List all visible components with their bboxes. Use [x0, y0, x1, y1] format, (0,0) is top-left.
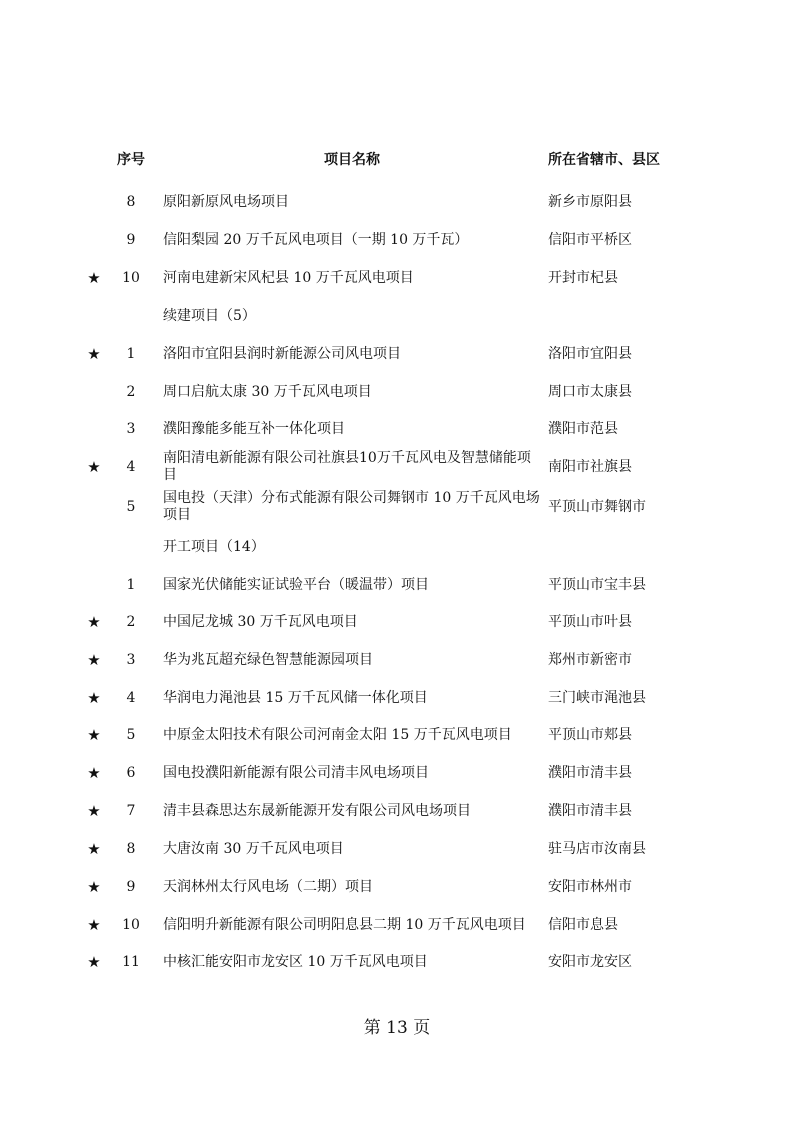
- row-num: 7: [126, 802, 136, 819]
- table-row: [0, 907, 794, 943]
- star-icon: ★: [87, 725, 101, 744]
- table-row: [0, 567, 794, 603]
- row-name: 濮阳豫能多能互补一体化项目: [163, 420, 345, 437]
- row-num: 3: [126, 651, 136, 668]
- row-num: 1: [126, 345, 136, 362]
- row-location: 郑州市新密市: [548, 651, 632, 668]
- row-num: 8: [126, 840, 136, 857]
- row-location: 新乡市原阳县: [548, 193, 632, 210]
- star-icon: ★: [87, 877, 101, 896]
- star-icon: ★: [87, 457, 101, 476]
- header-name: 项目名称: [324, 151, 380, 168]
- star-icon: [82, 374, 106, 410]
- row-name: 国家光伏储能实证试验平台（暖温带）项目: [163, 576, 429, 593]
- table-row: [0, 944, 794, 980]
- star-icon: [82, 567, 106, 603]
- table-row: [0, 793, 794, 829]
- row-num: 5: [126, 498, 136, 515]
- table-row: [0, 447, 794, 487]
- table-row: [0, 184, 794, 220]
- star-icon: [82, 184, 106, 220]
- star-icon: ★: [87, 650, 101, 669]
- row-location: 周口市太康县: [548, 383, 632, 400]
- star-icon: [82, 487, 106, 527]
- row-num: [112, 298, 150, 334]
- row-name: 原阳新原风电场项目: [163, 193, 289, 210]
- row-location: 平顶山市宝丰县: [548, 576, 646, 593]
- star-icon: ★: [87, 915, 101, 934]
- row-location: 平顶山市叶县: [548, 613, 632, 630]
- table-row: [0, 642, 794, 678]
- section-title: 开工项目（14）: [163, 538, 265, 555]
- star-icon: [82, 529, 106, 565]
- row-location: 开封市杞县: [548, 269, 618, 286]
- row-num: 2: [126, 383, 136, 400]
- row-location: 信阳市平桥区: [548, 231, 632, 248]
- row-location: 平顶山市郏县: [548, 726, 632, 743]
- star-icon: ★: [87, 268, 101, 287]
- table-row: [0, 222, 794, 258]
- row-name: 大唐汝南 30 万千瓦风电项目: [163, 840, 344, 857]
- row-location: 信阳市息县: [548, 916, 618, 933]
- row-num: 10: [122, 916, 140, 933]
- section-heading: [0, 529, 794, 565]
- table-header: [0, 142, 794, 178]
- row-num: 9: [126, 878, 136, 895]
- row-num: 4: [126, 458, 136, 475]
- row-num: 1: [126, 576, 136, 593]
- row-name: 周口启航太康 30 万千瓦风电项目: [163, 383, 372, 400]
- table-row: [0, 755, 794, 791]
- row-num: 4: [126, 689, 136, 706]
- table-row: [0, 831, 794, 867]
- row-num: 3: [126, 420, 136, 437]
- row-num: 10: [122, 269, 140, 286]
- row-location: 三门峡市渑池县: [548, 689, 646, 706]
- row-name: 中核汇能安阳市龙安区 10 万千瓦风电项目: [163, 953, 428, 970]
- row-name: 河南电建新宋风杞县 10 万千瓦风电项目: [163, 269, 414, 286]
- row-location: 安阳市龙安区: [548, 953, 632, 970]
- row-num: 11: [122, 953, 140, 970]
- row-location: 南阳市社旗县: [548, 458, 632, 475]
- row-location: 濮阳市清丰县: [548, 802, 632, 819]
- row-num: 6: [126, 764, 136, 781]
- row-num: 2: [126, 613, 136, 630]
- row-location: 平顶山市舞钢市: [548, 498, 646, 515]
- table-row: [0, 604, 794, 640]
- star-icon: [82, 298, 106, 334]
- row-name: 中国尼龙城 30 万千瓦风电项目: [163, 613, 358, 630]
- star-icon: ★: [87, 801, 101, 820]
- table-row: [0, 717, 794, 753]
- table-row: [0, 680, 794, 716]
- star-icon: ★: [87, 612, 101, 631]
- row-name: 南阳清电新能源有限公司社旗县10万千瓦风电及智慧储能项目: [163, 450, 531, 483]
- row-num: [112, 529, 150, 565]
- row-num: 5: [126, 726, 136, 743]
- row-name: 国电投濮阳新能源有限公司清丰风电场项目: [163, 764, 429, 781]
- star-icon: [82, 411, 106, 447]
- section-heading: [0, 298, 794, 334]
- star-icon: ★: [87, 952, 101, 971]
- table-row: [0, 411, 794, 447]
- section-title: 续建项目（5）: [163, 307, 256, 324]
- table-row: [0, 487, 794, 527]
- row-location: [548, 298, 748, 334]
- row-name: 清丰县森思达东晟新能源开发有限公司风电场项目: [163, 802, 471, 819]
- header-location: 所在省辖市、县区: [548, 151, 660, 168]
- table-row: [0, 260, 794, 296]
- header-num: 序号: [117, 151, 145, 168]
- row-name: 洛阳市宜阳县润时新能源公司风电项目: [163, 345, 401, 362]
- row-name: 华为兆瓦超充绿色智慧能源园项目: [163, 651, 373, 668]
- row-name: 中原金太阳技术有限公司河南金太阳 15 万千瓦风电项目: [163, 726, 512, 743]
- star-icon: [82, 222, 106, 258]
- row-name: 信阳梨园 20 万千瓦风电项目（一期 10 万千瓦）: [163, 231, 469, 248]
- row-location: 濮阳市清丰县: [548, 764, 632, 781]
- row-name: 信阳明升新能源有限公司明阳息县二期 10 万千瓦风电项目: [163, 916, 526, 933]
- row-name: 华润电力渑池县 15 万千瓦风储一体化项目: [163, 689, 428, 706]
- star-icon: ★: [87, 763, 101, 782]
- row-num: 9: [126, 231, 136, 248]
- row-num: 8: [126, 193, 136, 210]
- row-location: [548, 529, 748, 565]
- table-row: [0, 374, 794, 410]
- row-name: 天润林州太行风电场（二期）项目: [163, 878, 373, 895]
- row-location: 濮阳市范县: [548, 420, 618, 437]
- star-icon: ★: [87, 688, 101, 707]
- page-number: 第 13 页: [363, 1017, 431, 1038]
- star-icon: ★: [87, 344, 101, 363]
- row-location: 驻马店市汝南县: [548, 840, 646, 857]
- row-name: 国电投（天津）分布式能源有限公司舞钢市 10 万千瓦风电场项目: [163, 490, 540, 523]
- table-row: [0, 869, 794, 905]
- row-location: 洛阳市宜阳县: [548, 345, 632, 362]
- star-icon: ★: [87, 839, 101, 858]
- table-row: [0, 336, 794, 372]
- row-location: 安阳市林州市: [548, 878, 632, 895]
